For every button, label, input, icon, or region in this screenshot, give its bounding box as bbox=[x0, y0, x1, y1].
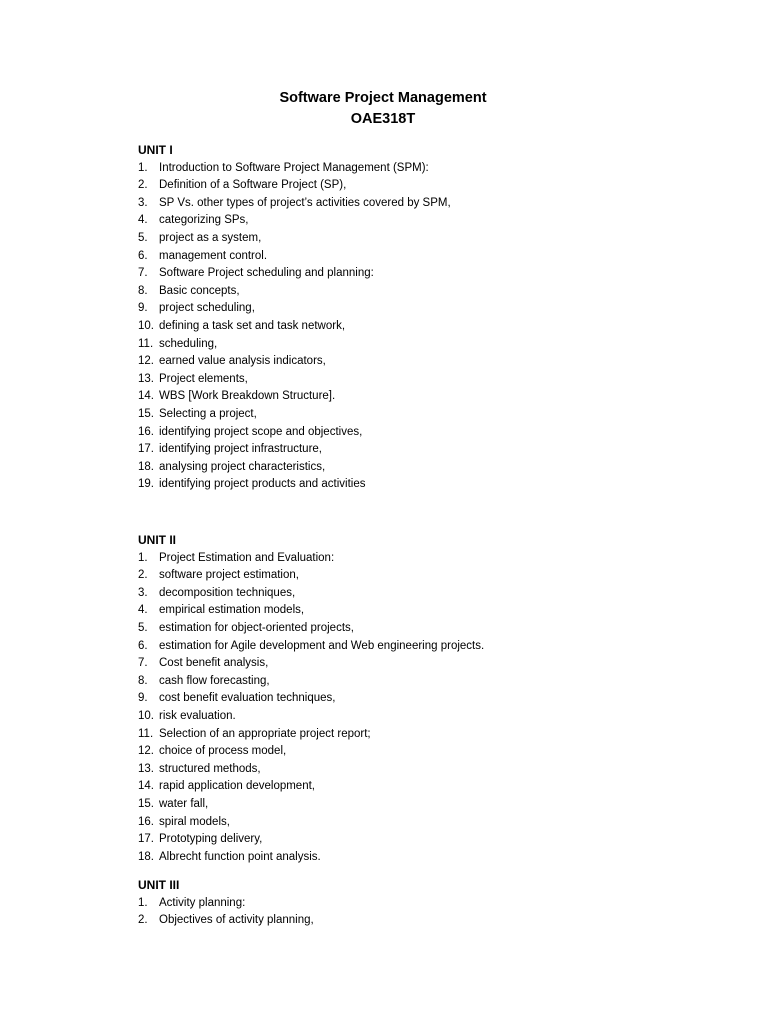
list-item-number: 17. bbox=[138, 443, 154, 456]
list-item-number: 15. bbox=[138, 797, 154, 810]
unit-1-section bbox=[138, 142, 698, 494]
list-item bbox=[138, 388, 698, 406]
list-item-text: estimation for object-oriented projects, bbox=[159, 621, 354, 634]
list-item-text: cost benefit evaluation techniques, bbox=[159, 692, 336, 705]
list-item-number: 7. bbox=[138, 267, 148, 280]
list-item bbox=[138, 796, 698, 814]
list-item bbox=[138, 177, 698, 195]
document-title: Software Project Management bbox=[279, 90, 487, 106]
list-item-number: 2. bbox=[138, 569, 148, 582]
list-item bbox=[138, 300, 698, 318]
list-item-text: Objectives of activity planning, bbox=[159, 914, 314, 927]
list-item-number: 14. bbox=[138, 780, 154, 793]
list-item bbox=[138, 849, 698, 867]
list-item-text: defining a task set and task network, bbox=[159, 319, 346, 332]
list-item bbox=[138, 283, 698, 301]
list-item-number: 6. bbox=[138, 639, 148, 652]
list-item bbox=[138, 673, 698, 691]
list-item bbox=[138, 371, 698, 389]
list-item bbox=[138, 655, 698, 673]
list-item bbox=[138, 778, 698, 796]
list-item bbox=[138, 318, 698, 336]
list-item-number: 1. bbox=[138, 161, 148, 174]
list-item-number: 19. bbox=[138, 478, 154, 491]
list-item bbox=[138, 336, 698, 354]
list-item-number: 11. bbox=[138, 337, 154, 350]
unit-1-heading: UNIT I bbox=[138, 143, 173, 157]
list-item-number: 1. bbox=[138, 896, 148, 909]
list-item-number: 10. bbox=[138, 709, 154, 722]
list-item-text: cash flow forecasting, bbox=[159, 674, 270, 687]
list-item bbox=[138, 248, 698, 266]
list-item-number: 16. bbox=[138, 425, 154, 438]
unit-3-section bbox=[138, 877, 698, 930]
list-item-text: estimation for Agile development and Web engineering projects. bbox=[159, 639, 485, 652]
list-item bbox=[138, 761, 698, 779]
list-item-number: 7. bbox=[138, 657, 148, 670]
list-item-text: structured methods, bbox=[159, 762, 261, 775]
list-item bbox=[138, 585, 698, 603]
list-item-number: 12. bbox=[138, 355, 154, 368]
list-item-number: 17. bbox=[138, 833, 154, 846]
unit-2-section bbox=[138, 532, 698, 866]
list-item-text: Albrecht function point analysis. bbox=[159, 850, 321, 863]
unit-3-heading: UNIT III bbox=[138, 878, 180, 892]
list-item-number: 10. bbox=[138, 319, 154, 332]
list-item-text: software project estimation, bbox=[159, 569, 299, 582]
list-item-number: 13. bbox=[138, 372, 154, 385]
list-item bbox=[138, 550, 698, 568]
list-item-text: earned value analysis indicators, bbox=[159, 355, 326, 368]
list-item-number: 3. bbox=[138, 586, 148, 599]
list-item-text: identifying project infrastructure, bbox=[159, 443, 322, 456]
unit-2-topic-list bbox=[138, 550, 698, 867]
list-item-number: 13. bbox=[138, 762, 154, 775]
list-item bbox=[138, 708, 698, 726]
list-item-number: 4. bbox=[138, 214, 148, 227]
list-item-number: 18. bbox=[138, 460, 154, 473]
list-item-text: decomposition techniques, bbox=[159, 586, 296, 599]
list-item-text: rapid application development, bbox=[159, 780, 315, 793]
list-item-number: 14. bbox=[138, 390, 154, 403]
list-item-text: WBS [Work Breakdown Structure]. bbox=[159, 390, 336, 403]
list-item-text: spiral models, bbox=[159, 815, 230, 828]
list-item-text: Selecting a project, bbox=[159, 407, 257, 420]
list-item-text: Prototyping delivery, bbox=[159, 833, 263, 846]
list-item-text: identifying project scope and objectives, bbox=[159, 425, 363, 438]
list-item bbox=[138, 690, 698, 708]
list-item-text: categorizing SPs, bbox=[159, 214, 249, 227]
list-item-text: choice of process model, bbox=[159, 745, 287, 758]
list-item-text: Introduction to Software Project Management (SPM): bbox=[159, 161, 429, 174]
list-item bbox=[138, 441, 698, 459]
list-item bbox=[138, 230, 698, 248]
list-item bbox=[138, 476, 698, 494]
list-item bbox=[138, 602, 698, 620]
unit-3-topic-list bbox=[138, 895, 698, 930]
list-item-text: Selection of an appropriate project report; bbox=[159, 727, 371, 740]
list-item-text: water fall, bbox=[159, 797, 209, 810]
list-item bbox=[138, 638, 698, 656]
unit-1-topic-list bbox=[138, 160, 698, 494]
list-item-text: Activity planning: bbox=[159, 896, 246, 909]
list-item-text: management control. bbox=[159, 249, 268, 262]
list-item-text: empirical estimation models, bbox=[159, 604, 305, 617]
list-item bbox=[138, 160, 698, 178]
course-code: OAE318T bbox=[350, 111, 416, 127]
list-item bbox=[138, 895, 698, 913]
list-item-number: 2. bbox=[138, 179, 148, 192]
list-item-number: 8. bbox=[138, 284, 148, 297]
list-item bbox=[138, 912, 698, 930]
list-item-text: analysing project characteristics, bbox=[159, 460, 326, 473]
list-item bbox=[138, 353, 698, 371]
list-item-text: Definition of a Software Project (SP), bbox=[159, 179, 347, 192]
unit-2-heading: UNIT II bbox=[138, 533, 176, 547]
list-item bbox=[138, 424, 698, 442]
list-item-number: 6. bbox=[138, 249, 148, 262]
list-item-text: scheduling, bbox=[159, 337, 218, 350]
list-item-number: 8. bbox=[138, 674, 148, 687]
list-item bbox=[138, 195, 698, 213]
list-item-text: Software Project scheduling and planning: bbox=[159, 267, 374, 280]
list-item bbox=[138, 620, 698, 638]
list-item-number: 9. bbox=[138, 692, 148, 705]
list-item bbox=[138, 459, 698, 477]
list-item-number: 2. bbox=[138, 914, 148, 927]
list-item-text: Basic concepts, bbox=[159, 284, 240, 297]
list-item-number: 9. bbox=[138, 302, 148, 315]
list-item-number: 3. bbox=[138, 196, 148, 209]
list-item bbox=[138, 567, 698, 585]
list-item-text: Project Estimation and Evaluation: bbox=[159, 551, 335, 564]
list-item bbox=[138, 743, 698, 761]
list-item-text: risk evaluation. bbox=[159, 709, 236, 722]
list-item-number: 16. bbox=[138, 815, 154, 828]
list-item-text: SP Vs. other types of project’s activities covered by SPM, bbox=[159, 196, 451, 209]
list-item-number: 5. bbox=[138, 231, 148, 244]
list-item-number: 1. bbox=[138, 551, 148, 564]
list-item-text: project as a system, bbox=[159, 231, 262, 244]
title-block bbox=[0, 88, 766, 130]
list-item-number: 18. bbox=[138, 850, 154, 863]
list-item-text: identifying project products and activities bbox=[159, 478, 366, 491]
list-item bbox=[138, 265, 698, 283]
list-item-number: 11. bbox=[138, 727, 154, 740]
list-item-text: Project elements, bbox=[159, 372, 248, 385]
list-item bbox=[138, 212, 698, 230]
list-item bbox=[138, 406, 698, 424]
list-item-number: 4. bbox=[138, 604, 148, 617]
list-item-text: project scheduling, bbox=[159, 302, 255, 315]
list-item bbox=[138, 726, 698, 744]
list-item-number: 15. bbox=[138, 407, 154, 420]
list-item-number: 5. bbox=[138, 621, 148, 634]
list-item bbox=[138, 814, 698, 832]
list-item-text: Cost benefit analysis, bbox=[159, 657, 269, 670]
list-item-number: 12. bbox=[138, 745, 154, 758]
list-item bbox=[138, 831, 698, 849]
